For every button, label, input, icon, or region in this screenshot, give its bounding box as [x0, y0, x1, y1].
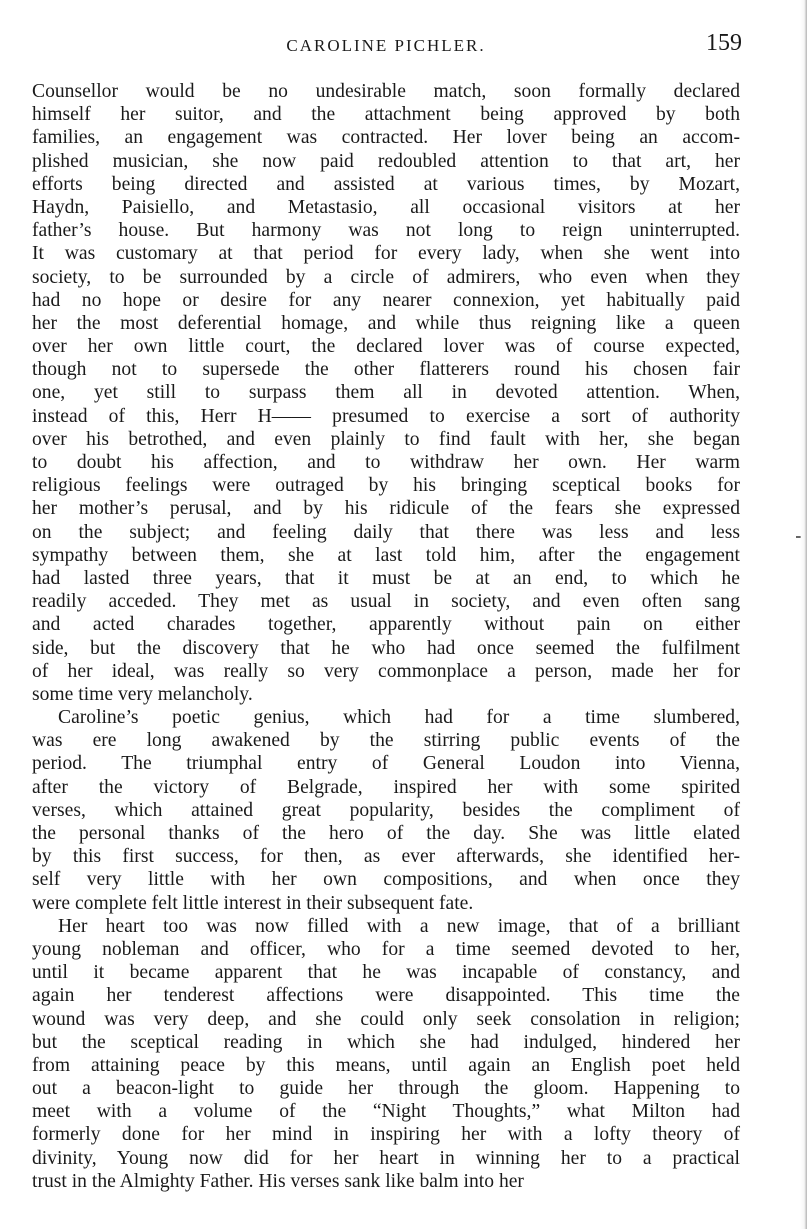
text-line: had lasted three years, that it must be at an end, to which he	[32, 567, 740, 589]
text-line: on the subject; and feeling daily that there was less and less	[32, 521, 740, 543]
text-line: one, yet still to surpass them all in devoted attention. When,	[32, 382, 740, 404]
text-line: by this first success, for then, as ever afterwards, she identified her-	[32, 846, 740, 868]
page-number: 159	[706, 30, 742, 56]
text-line: period. The triumphal entry of General Loudon into Vienna,	[32, 753, 740, 775]
text-line: some time very melancholy.	[32, 683, 253, 705]
text-line: over her own little court, the declared lover was of course expected,	[32, 336, 740, 358]
text-line: side, but the discovery that he who had once seemed the fulfilment	[32, 637, 740, 659]
text-line: Her heart too was now filled with a new image, that of a brilliant	[58, 915, 740, 937]
text-line: out a beacon-light to guide her through the gloom. Happening to	[32, 1078, 740, 1100]
running-head: CAROLINE PICHLER.	[286, 36, 486, 55]
text-line: until it became apparent that he was incapable of constancy, and	[32, 962, 740, 984]
text-line: though not to supersede the other flatterers round his chosen fair	[32, 359, 740, 381]
text-line: again her tenderest affections were disappointed. This time the	[32, 985, 740, 1007]
text-line: Counsellor would be no undesirable match, soon formally declared	[32, 81, 740, 102]
text-line: sympathy between them, she at last told him, after the engagement	[32, 544, 740, 566]
paragraph-2	[32, 706, 740, 915]
text-line: wound was very deep, and she could only seek consolation in religion;	[32, 1008, 740, 1030]
text-line: to doubt his affection, and to withdraw her own. Her warm	[32, 452, 740, 473]
text-line: Haydn, Paisiello, and Metastasio, all occasional visitors at her	[32, 196, 740, 218]
text-line: society, to be surrounded by a circle of admirers, who even when they	[32, 266, 740, 288]
text-line: meet with a volume of the “Night Thoughts,” what Milton had	[32, 1101, 740, 1123]
text-line: over his betrothed, and even plainly to find fault with her, she began	[32, 428, 740, 450]
text-line: from attaining peace by this means, until again an English poet held	[32, 1054, 740, 1076]
text-line: after the victory of Belgrade, inspired her with some spirited	[32, 776, 740, 798]
text-line: her the most deferential homage, and while thus reigning like a queen	[32, 312, 740, 334]
text-line: the personal thanks of the hero of the day. She was little elated	[32, 823, 740, 844]
body-text	[32, 80, 740, 1193]
page-edge-shadow	[800, 0, 807, 1229]
text-line: efforts being directed and assisted at various times, by Mozart,	[32, 173, 740, 195]
text-line: were complete felt little interest in their subsequent fate.	[32, 892, 474, 914]
text-line: her mother’s perusal, and by his ridicule of the fears she expressed	[32, 498, 740, 520]
text-line: had no hope or desire for any nearer connexion, yet habitually paid	[32, 289, 740, 311]
text-line: verses, which attained great popularity, besides the compliment of	[32, 799, 740, 821]
text-line: families, an engagement was contracted. Her lover being an accom-	[32, 127, 740, 149]
text-line: divinity, Young now did for her heart in winning her to a practical	[32, 1147, 740, 1169]
paragraph-1	[32, 80, 740, 706]
text-line: and acted charades together, apparently without pain on either	[32, 614, 740, 636]
text-line: self very little with her own compositions, and when once they	[32, 869, 740, 891]
text-line: was ere long awakened by the stirring public events of the	[32, 730, 740, 752]
text-line: of her ideal, was really so very commonplace a person, made her for	[32, 660, 740, 682]
text-line: plished musician, she now paid redoubled attention to that art, her	[32, 150, 740, 172]
paragraph-3	[32, 915, 740, 1193]
text-line: It was customary at that period for every lady, when she went into	[32, 243, 740, 265]
text-line: readily acceded. They met as usual in society, and even often sang	[32, 591, 740, 613]
text-line: young nobleman and officer, who for a time seemed devoted to her,	[32, 938, 740, 960]
page-header	[30, 30, 742, 62]
text-line: himself her suitor, and the attachment being approved by both	[32, 104, 740, 126]
text-line: but the sceptical reading in which she had indulged, hindered her	[32, 1031, 740, 1053]
text-line: formerly done for her mind in inspiring her with a lofty theory of	[32, 1124, 740, 1146]
text-line: father’s house. But harmony was not long to reign uninterrupted.	[32, 220, 740, 242]
text-line: Caroline’s poetic genius, which had for a time slumbered,	[58, 707, 740, 729]
text-line: religious feelings were outraged by his bringing sceptical books for	[32, 475, 740, 497]
text-line: instead of this, Herr H—— presumed to exercise a sort of authority	[32, 405, 740, 427]
text-line: trust in the Almighty Father. His verses sank like balm into her	[32, 1170, 524, 1192]
